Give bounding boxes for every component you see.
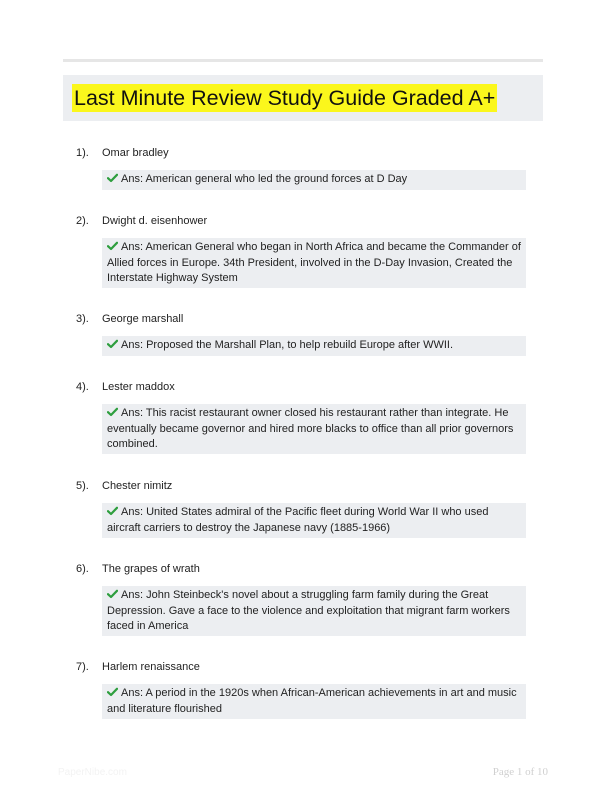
answer-box xyxy=(102,336,526,356)
question-number: 1). xyxy=(76,147,89,159)
check-icon xyxy=(107,241,118,251)
answer-prefix: Ans: xyxy=(121,687,146,699)
question-term: Dwight d. eisenhower xyxy=(102,215,208,227)
question-term: Harlem renaissance xyxy=(102,661,200,673)
check-icon xyxy=(107,506,118,516)
answer-prefix: Ans: xyxy=(121,589,147,601)
answer-box xyxy=(102,238,526,288)
check-icon xyxy=(107,339,118,349)
question-number: 2). xyxy=(76,215,89,227)
question-number: 7). xyxy=(76,661,89,673)
check-icon xyxy=(107,407,118,417)
answer-text: American general who led the ground forces at D Day xyxy=(145,173,408,185)
check-icon xyxy=(107,687,118,697)
answer-prefix: Ans: xyxy=(121,173,146,185)
footer-page-label: Page 1 of 10 xyxy=(492,766,548,778)
footer-site-watermark: PaperNibe.com xyxy=(58,767,127,778)
answer-prefix: Ans: xyxy=(121,506,147,518)
question-number: 6). xyxy=(76,563,89,575)
answer-text: John Steinbeck's novel about a struggling farm family during the Great Depression. Gave a face to the violence and exploitation that migrant farm workers faced in America xyxy=(107,589,510,632)
answer-text: A period in the 1920s when African-American achievements in art and music and literature flourished xyxy=(107,687,517,715)
question-term: George marshall xyxy=(102,313,184,325)
question-term: The grapes of wrath xyxy=(102,563,200,575)
check-icon xyxy=(107,589,118,599)
question-term: Omar bradley xyxy=(102,147,169,159)
answer-prefix: Ans: xyxy=(121,241,146,253)
answer-prefix: Ans: xyxy=(121,339,147,351)
question-number: 5). xyxy=(76,480,89,492)
question-number: 3). xyxy=(76,313,89,325)
answer-box xyxy=(102,404,526,454)
answer-text: This racist restaurant owner closed his restaurant rather than integrate. He eventually became governor and hired more blacks to office than all prior governors combined. xyxy=(107,407,514,450)
title-box xyxy=(63,75,543,121)
answer-text: Proposed the Marshall Plan, to help rebuild Europe after WWII. xyxy=(146,339,454,351)
check-icon xyxy=(107,173,118,183)
question-term: Chester nimitz xyxy=(102,480,173,492)
answer-prefix: Ans: xyxy=(121,407,146,419)
document-title: Last Minute Review Study Guide Graded A+ xyxy=(74,86,496,110)
answer-box xyxy=(102,170,526,190)
answer-text: United States admiral of the Pacific fleet during World War II who used aircraft carriers to destroy the Japanese navy (1885-1966) xyxy=(107,506,489,534)
answer-box xyxy=(102,586,526,636)
top-divider xyxy=(63,59,543,62)
answer-box xyxy=(102,503,526,538)
question-number: 4). xyxy=(76,381,89,393)
answer-text: American General who began in North Africa and became the Commander of Allied forces in Europe. 34th President, involved in the D-Day Invasion, Created the Interstate Highway System xyxy=(107,241,521,284)
answer-box xyxy=(102,684,526,719)
question-term: Lester maddox xyxy=(102,381,175,393)
